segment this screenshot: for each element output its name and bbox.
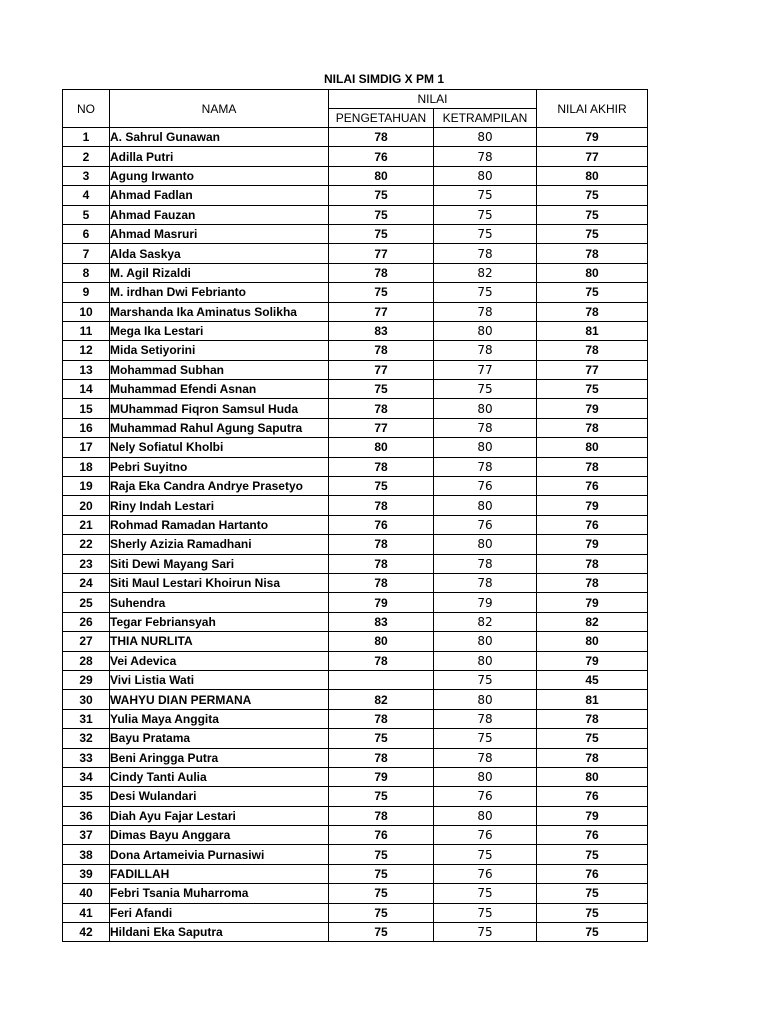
cell-ketrampilan: 78 bbox=[434, 457, 537, 476]
table-row bbox=[63, 787, 648, 806]
cell-ketrampilan: 77 bbox=[434, 360, 537, 379]
cell-ketrampilan: 79 bbox=[434, 593, 537, 612]
table-row bbox=[63, 128, 648, 147]
cell-pengetahuan: 75 bbox=[329, 224, 434, 243]
header-nama: NAMA bbox=[110, 90, 329, 128]
cell-ketrampilan: 75 bbox=[434, 884, 537, 903]
table-row bbox=[63, 147, 648, 166]
cell-no: 10 bbox=[63, 302, 110, 321]
cell-ketrampilan: 80 bbox=[434, 321, 537, 340]
cell-ketrampilan: 75 bbox=[434, 670, 537, 689]
cell-nilai-akhir: 80 bbox=[537, 263, 648, 282]
cell-pengetahuan: 77 bbox=[329, 302, 434, 321]
table-row bbox=[63, 438, 648, 457]
header-pengetahuan: PENGETAHUAN bbox=[329, 109, 434, 128]
cell-pengetahuan: 75 bbox=[329, 787, 434, 806]
cell-nilai-akhir: 75 bbox=[537, 729, 648, 748]
cell-no: 17 bbox=[63, 438, 110, 457]
cell-nilai-akhir: 75 bbox=[537, 186, 648, 205]
cell-nama: Vivi Listia Wati bbox=[110, 670, 329, 689]
cell-pengetahuan: 75 bbox=[329, 729, 434, 748]
cell-nilai-akhir: 79 bbox=[537, 496, 648, 515]
cell-nama: WAHYU DIAN PERMANA bbox=[110, 690, 329, 709]
cell-ketrampilan: 78 bbox=[434, 302, 537, 321]
cell-pengetahuan: 78 bbox=[329, 573, 434, 592]
cell-no: 38 bbox=[63, 845, 110, 864]
cell-pengetahuan: 78 bbox=[329, 128, 434, 147]
cell-nilai-akhir: 78 bbox=[537, 244, 648, 263]
cell-ketrampilan: 78 bbox=[434, 341, 537, 360]
cell-no: 27 bbox=[63, 632, 110, 651]
cell-nama: Dona Artameivia Purnasiwi bbox=[110, 845, 329, 864]
cell-nilai-akhir: 76 bbox=[537, 515, 648, 534]
cell-nilai-akhir: 77 bbox=[537, 360, 648, 379]
cell-nama: Feri Afandi bbox=[110, 903, 329, 922]
cell-nilai-akhir: 78 bbox=[537, 418, 648, 437]
cell-no: 7 bbox=[63, 244, 110, 263]
cell-nama: Siti Maul Lestari Khoirun Nisa bbox=[110, 573, 329, 592]
cell-no: 8 bbox=[63, 263, 110, 282]
table-row bbox=[63, 321, 648, 340]
cell-pengetahuan: 78 bbox=[329, 806, 434, 825]
cell-ketrampilan: 76 bbox=[434, 477, 537, 496]
cell-no: 23 bbox=[63, 554, 110, 573]
table-row bbox=[63, 748, 648, 767]
header-ketrampilan: KETRAMPILAN bbox=[434, 109, 537, 128]
cell-pengetahuan: 78 bbox=[329, 709, 434, 728]
cell-no: 41 bbox=[63, 903, 110, 922]
cell-ketrampilan: 75 bbox=[434, 903, 537, 922]
cell-pengetahuan: 77 bbox=[329, 418, 434, 437]
cell-nilai-akhir: 75 bbox=[537, 205, 648, 224]
cell-pengetahuan: 75 bbox=[329, 864, 434, 883]
cell-pengetahuan: 75 bbox=[329, 923, 434, 942]
cell-nilai-akhir: 80 bbox=[537, 632, 648, 651]
cell-nilai-akhir: 78 bbox=[537, 302, 648, 321]
table-row bbox=[63, 709, 648, 728]
cell-nama: FADILLAH bbox=[110, 864, 329, 883]
table-row bbox=[63, 903, 648, 922]
cell-no: 11 bbox=[63, 321, 110, 340]
cell-ketrampilan: 80 bbox=[434, 438, 537, 457]
cell-nilai-akhir: 45 bbox=[537, 670, 648, 689]
cell-nilai-akhir: 78 bbox=[537, 457, 648, 476]
cell-ketrampilan: 76 bbox=[434, 515, 537, 534]
table-row bbox=[63, 380, 648, 399]
cell-pengetahuan: 76 bbox=[329, 147, 434, 166]
cell-nilai-akhir: 77 bbox=[537, 147, 648, 166]
cell-nilai-akhir: 78 bbox=[537, 573, 648, 592]
cell-ketrampilan: 75 bbox=[434, 380, 537, 399]
cell-no: 39 bbox=[63, 864, 110, 883]
cell-no: 26 bbox=[63, 612, 110, 631]
table-row bbox=[63, 496, 648, 515]
cell-nama: Mida Setiyorini bbox=[110, 341, 329, 360]
cell-no: 5 bbox=[63, 205, 110, 224]
table-row bbox=[63, 670, 648, 689]
table-row bbox=[63, 205, 648, 224]
cell-nilai-akhir: 79 bbox=[537, 593, 648, 612]
cell-ketrampilan: 80 bbox=[434, 496, 537, 515]
cell-nama: Agung Irwanto bbox=[110, 166, 329, 185]
table-row bbox=[63, 632, 648, 651]
cell-ketrampilan: 80 bbox=[434, 806, 537, 825]
cell-no: 32 bbox=[63, 729, 110, 748]
table-row bbox=[63, 554, 648, 573]
cell-nama: Tegar Febriansyah bbox=[110, 612, 329, 631]
cell-ketrampilan: 75 bbox=[434, 283, 537, 302]
cell-nama: Ahmad Masruri bbox=[110, 224, 329, 243]
cell-no: 35 bbox=[63, 787, 110, 806]
cell-ketrampilan: 80 bbox=[434, 535, 537, 554]
cell-nilai-akhir: 75 bbox=[537, 224, 648, 243]
cell-pengetahuan: 78 bbox=[329, 399, 434, 418]
cell-no: 6 bbox=[63, 224, 110, 243]
cell-pengetahuan: 75 bbox=[329, 186, 434, 205]
cell-ketrampilan: 82 bbox=[434, 612, 537, 631]
cell-pengetahuan: 75 bbox=[329, 380, 434, 399]
table-row bbox=[63, 864, 648, 883]
cell-ketrampilan: 78 bbox=[434, 709, 537, 728]
table-row bbox=[63, 224, 648, 243]
cell-nama: Dimas Bayu Anggara bbox=[110, 826, 329, 845]
cell-pengetahuan: 75 bbox=[329, 477, 434, 496]
cell-ketrampilan: 80 bbox=[434, 399, 537, 418]
cell-pengetahuan: 78 bbox=[329, 554, 434, 573]
cell-ketrampilan: 78 bbox=[434, 554, 537, 573]
cell-no: 36 bbox=[63, 806, 110, 825]
cell-no: 28 bbox=[63, 651, 110, 670]
cell-pengetahuan: 76 bbox=[329, 515, 434, 534]
cell-no: 18 bbox=[63, 457, 110, 476]
table-row bbox=[63, 535, 648, 554]
cell-nama: Cindy Tanti Aulia bbox=[110, 767, 329, 786]
cell-no: 22 bbox=[63, 535, 110, 554]
cell-nilai-akhir: 80 bbox=[537, 767, 648, 786]
cell-nama: Riny Indah Lestari bbox=[110, 496, 329, 515]
cell-nama: Pebri Suyitno bbox=[110, 457, 329, 476]
cell-nilai-akhir: 78 bbox=[537, 554, 648, 573]
cell-no: 20 bbox=[63, 496, 110, 515]
cell-ketrampilan: 76 bbox=[434, 787, 537, 806]
cell-nilai-akhir: 78 bbox=[537, 748, 648, 767]
cell-pengetahuan: 78 bbox=[329, 263, 434, 282]
cell-pengetahuan: 78 bbox=[329, 457, 434, 476]
cell-pengetahuan: 78 bbox=[329, 496, 434, 515]
cell-nama: Bayu Pratama bbox=[110, 729, 329, 748]
table-row bbox=[63, 884, 648, 903]
cell-ketrampilan: 78 bbox=[434, 418, 537, 437]
cell-nilai-akhir: 76 bbox=[537, 826, 648, 845]
table-row bbox=[63, 826, 648, 845]
table-row bbox=[63, 457, 648, 476]
table-row bbox=[63, 651, 648, 670]
table-row bbox=[63, 302, 648, 321]
cell-no: 29 bbox=[63, 670, 110, 689]
cell-ketrampilan: 78 bbox=[434, 147, 537, 166]
table-row bbox=[63, 244, 648, 263]
table-row bbox=[63, 593, 648, 612]
cell-nama: Muhammad Rahul Agung Saputra bbox=[110, 418, 329, 437]
cell-pengetahuan: 79 bbox=[329, 593, 434, 612]
table-row bbox=[63, 767, 648, 786]
cell-pengetahuan: 75 bbox=[329, 845, 434, 864]
cell-nama: MUhammad Fiqron Samsul Huda bbox=[110, 399, 329, 418]
cell-nama: Ahmad Fauzan bbox=[110, 205, 329, 224]
cell-nilai-akhir: 78 bbox=[537, 709, 648, 728]
cell-pengetahuan: 76 bbox=[329, 826, 434, 845]
table-row bbox=[63, 845, 648, 864]
cell-no: 19 bbox=[63, 477, 110, 496]
cell-no: 9 bbox=[63, 283, 110, 302]
header-no: NO bbox=[63, 90, 110, 128]
cell-pengetahuan: 79 bbox=[329, 767, 434, 786]
cell-nilai-akhir: 81 bbox=[537, 321, 648, 340]
cell-ketrampilan: 75 bbox=[434, 845, 537, 864]
cell-nama: Siti Dewi Mayang Sari bbox=[110, 554, 329, 573]
cell-ketrampilan: 76 bbox=[434, 826, 537, 845]
table-body bbox=[63, 128, 648, 942]
table-row bbox=[63, 399, 648, 418]
table-row bbox=[63, 263, 648, 282]
table-row bbox=[63, 166, 648, 185]
cell-nilai-akhir: 75 bbox=[537, 903, 648, 922]
cell-nama: Beni Aringga Putra bbox=[110, 748, 329, 767]
cell-no: 30 bbox=[63, 690, 110, 709]
cell-ketrampilan: 75 bbox=[434, 186, 537, 205]
cell-nilai-akhir: 75 bbox=[537, 283, 648, 302]
cell-nama: Febri Tsania Muharroma bbox=[110, 884, 329, 903]
cell-nama: THIA NURLITA bbox=[110, 632, 329, 651]
cell-nama: Raja Eka Candra Andrye Prasetyo bbox=[110, 477, 329, 496]
cell-ketrampilan: 75 bbox=[434, 224, 537, 243]
cell-no: 25 bbox=[63, 593, 110, 612]
cell-no: 42 bbox=[63, 923, 110, 942]
cell-nilai-akhir: 79 bbox=[537, 535, 648, 554]
cell-nama: Ahmad Fadlan bbox=[110, 186, 329, 205]
table-row bbox=[63, 360, 648, 379]
cell-pengetahuan: 75 bbox=[329, 884, 434, 903]
cell-pengetahuan: 78 bbox=[329, 535, 434, 554]
cell-nama: Vei Adevica bbox=[110, 651, 329, 670]
cell-nilai-akhir: 80 bbox=[537, 166, 648, 185]
cell-ketrampilan: 80 bbox=[434, 166, 537, 185]
cell-nilai-akhir: 76 bbox=[537, 864, 648, 883]
cell-no: 15 bbox=[63, 399, 110, 418]
cell-nama: Alda Saskya bbox=[110, 244, 329, 263]
cell-ketrampilan: 75 bbox=[434, 729, 537, 748]
cell-nilai-akhir: 79 bbox=[537, 806, 648, 825]
cell-pengetahuan bbox=[329, 670, 434, 689]
table-row bbox=[63, 515, 648, 534]
table-row bbox=[63, 341, 648, 360]
cell-no: 12 bbox=[63, 341, 110, 360]
cell-ketrampilan: 80 bbox=[434, 128, 537, 147]
cell-nama: Desi Wulandari bbox=[110, 787, 329, 806]
cell-pengetahuan: 83 bbox=[329, 612, 434, 631]
table-row bbox=[63, 612, 648, 631]
cell-nilai-akhir: 80 bbox=[537, 438, 648, 457]
cell-nilai-akhir: 79 bbox=[537, 128, 648, 147]
cell-nilai-akhir: 75 bbox=[537, 380, 648, 399]
cell-no: 2 bbox=[63, 147, 110, 166]
cell-pengetahuan: 80 bbox=[329, 166, 434, 185]
table-row bbox=[63, 418, 648, 437]
cell-pengetahuan: 78 bbox=[329, 341, 434, 360]
cell-ketrampilan: 80 bbox=[434, 651, 537, 670]
cell-pengetahuan: 82 bbox=[329, 690, 434, 709]
cell-nama: Sherly Azizia Ramadhani bbox=[110, 535, 329, 554]
cell-pengetahuan: 77 bbox=[329, 360, 434, 379]
cell-no: 40 bbox=[63, 884, 110, 903]
cell-ketrampilan: 82 bbox=[434, 263, 537, 282]
cell-nama: A. Sahrul Gunawan bbox=[110, 128, 329, 147]
cell-ketrampilan: 80 bbox=[434, 632, 537, 651]
table-row bbox=[63, 729, 648, 748]
cell-nilai-akhir: 75 bbox=[537, 884, 648, 903]
cell-ketrampilan: 78 bbox=[434, 748, 537, 767]
cell-nilai-akhir: 79 bbox=[537, 399, 648, 418]
cell-no: 24 bbox=[63, 573, 110, 592]
cell-no: 31 bbox=[63, 709, 110, 728]
cell-pengetahuan: 77 bbox=[329, 244, 434, 263]
cell-pengetahuan: 75 bbox=[329, 205, 434, 224]
cell-no: 34 bbox=[63, 767, 110, 786]
cell-nilai-akhir: 75 bbox=[537, 923, 648, 942]
table-row bbox=[63, 477, 648, 496]
cell-pengetahuan: 78 bbox=[329, 748, 434, 767]
cell-nama: Marshanda Ika Aminatus Solikha bbox=[110, 302, 329, 321]
table-row bbox=[63, 186, 648, 205]
cell-no: 3 bbox=[63, 166, 110, 185]
cell-ketrampilan: 80 bbox=[434, 690, 537, 709]
cell-nilai-akhir: 79 bbox=[537, 651, 648, 670]
cell-ketrampilan: 75 bbox=[434, 205, 537, 224]
cell-no: 21 bbox=[63, 515, 110, 534]
cell-nama: Muhammad Efendi Asnan bbox=[110, 380, 329, 399]
table-row bbox=[63, 283, 648, 302]
cell-pengetahuan: 83 bbox=[329, 321, 434, 340]
cell-nama: M. Agil Rizaldi bbox=[110, 263, 329, 282]
cell-nama: Mega Ika Lestari bbox=[110, 321, 329, 340]
cell-nama: Yulia Maya Anggita bbox=[110, 709, 329, 728]
cell-no: 33 bbox=[63, 748, 110, 767]
cell-pengetahuan: 80 bbox=[329, 632, 434, 651]
cell-ketrampilan: 75 bbox=[434, 923, 537, 942]
cell-nama: Adilla Putri bbox=[110, 147, 329, 166]
cell-nama: M. irdhan Dwi Febrianto bbox=[110, 283, 329, 302]
table-row bbox=[63, 806, 648, 825]
header-nilai-akhir: NILAI AKHIR bbox=[537, 90, 648, 128]
grades-table bbox=[62, 89, 648, 942]
cell-pengetahuan: 78 bbox=[329, 651, 434, 670]
table-row bbox=[63, 923, 648, 942]
cell-ketrampilan: 78 bbox=[434, 573, 537, 592]
cell-pengetahuan: 75 bbox=[329, 283, 434, 302]
cell-no: 13 bbox=[63, 360, 110, 379]
cell-ketrampilan: 80 bbox=[434, 767, 537, 786]
cell-pengetahuan: 80 bbox=[329, 438, 434, 457]
cell-no: 14 bbox=[63, 380, 110, 399]
cell-ketrampilan: 76 bbox=[434, 864, 537, 883]
header-nilai: NILAI bbox=[329, 90, 537, 109]
table-row bbox=[63, 690, 648, 709]
cell-no: 1 bbox=[63, 128, 110, 147]
cell-nilai-akhir: 75 bbox=[537, 845, 648, 864]
table-row bbox=[63, 573, 648, 592]
cell-nama: Nely Sofiatul Kholbi bbox=[110, 438, 329, 457]
cell-no: 4 bbox=[63, 186, 110, 205]
cell-nama: Mohammad Subhan bbox=[110, 360, 329, 379]
cell-nilai-akhir: 82 bbox=[537, 612, 648, 631]
cell-ketrampilan: 78 bbox=[434, 244, 537, 263]
cell-nama: Suhendra bbox=[110, 593, 329, 612]
table-header bbox=[63, 90, 648, 128]
cell-nilai-akhir: 81 bbox=[537, 690, 648, 709]
cell-nilai-akhir: 76 bbox=[537, 787, 648, 806]
cell-no: 16 bbox=[63, 418, 110, 437]
cell-pengetahuan: 75 bbox=[329, 903, 434, 922]
sheet-title: NILAI SIMDIG X PM 1 bbox=[323, 72, 444, 86]
cell-nama: Rohmad Ramadan Hartanto bbox=[110, 515, 329, 534]
cell-nilai-akhir: 76 bbox=[537, 477, 648, 496]
cell-nama: Hildani Eka Saputra bbox=[110, 923, 329, 942]
cell-nilai-akhir: 78 bbox=[537, 341, 648, 360]
cell-no: 37 bbox=[63, 826, 110, 845]
cell-nama: Diah Ayu Fajar Lestari bbox=[110, 806, 329, 825]
